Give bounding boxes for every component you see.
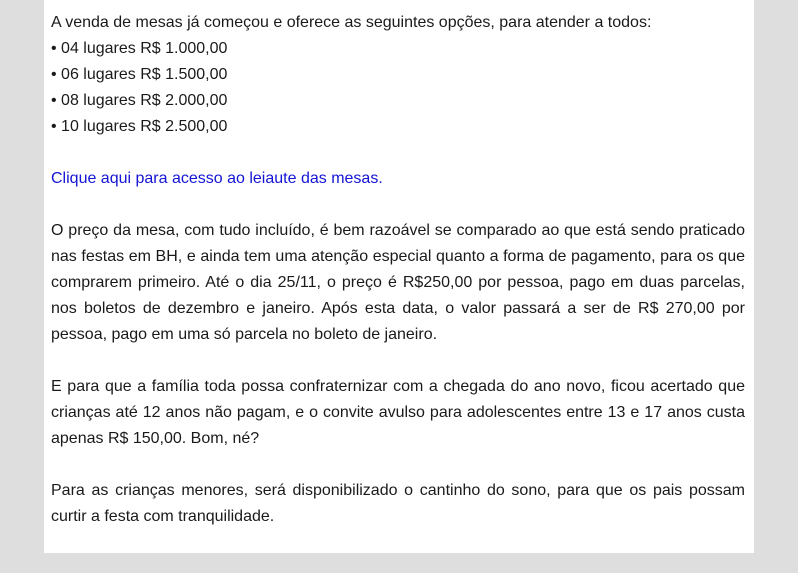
intro-text: A venda de mesas já começou e oferece as seguintes opções, para atender a todos: — [51, 14, 652, 31]
page-background-strip — [0, 553, 798, 573]
article-body — [51, 10, 745, 530]
table-layout-link-period: . — [378, 170, 383, 187]
table-option-item: • 06 lugares R$ 1.500,00 — [51, 66, 228, 83]
family-paragraph: E para que a família toda possa confraternizar com a chegada do ano novo, ficou acertado que crianças até 12 anos não pagam, e o convite avulso para adolescentes entre 13 e 17 anos custa apenas R$ 150,00. Bom, né? — [51, 378, 745, 447]
table-option-item: • 04 lugares R$ 1.000,00 — [51, 40, 228, 57]
table-option-item: • 10 lugares R$ 2.500,00 — [51, 118, 228, 135]
table-layout-link[interactable]: Clique aqui para acesso ao leiaute das mesas — [51, 170, 379, 187]
content-panel — [44, 0, 754, 553]
table-options-list — [51, 36, 745, 140]
children-paragraph: Para as crianças menores, será disponibilizado o cantinho do sono, para que os pais possam curtir a festa com tranquilidade. — [51, 482, 745, 525]
pricing-paragraph: O preço da mesa, com tudo incluído, é bem razoável se comparado ao que está sendo praticado nas festas em BH, e ainda tem uma atenção especial quanto a forma de pagamento, para os que comprarem primeiro. Até o dia 25/11, o preço é R$250,00 por pessoa, pago em duas parcelas, nos boletos de dezembro e janeiro. Após esta data, o valor passará a ser de R$ 270,00 por pessoa, pago em uma só parcela no boleto de janeiro. — [51, 222, 745, 343]
table-option-item: • 08 lugares R$ 2.000,00 — [51, 92, 228, 109]
layout-link-line — [51, 166, 745, 192]
